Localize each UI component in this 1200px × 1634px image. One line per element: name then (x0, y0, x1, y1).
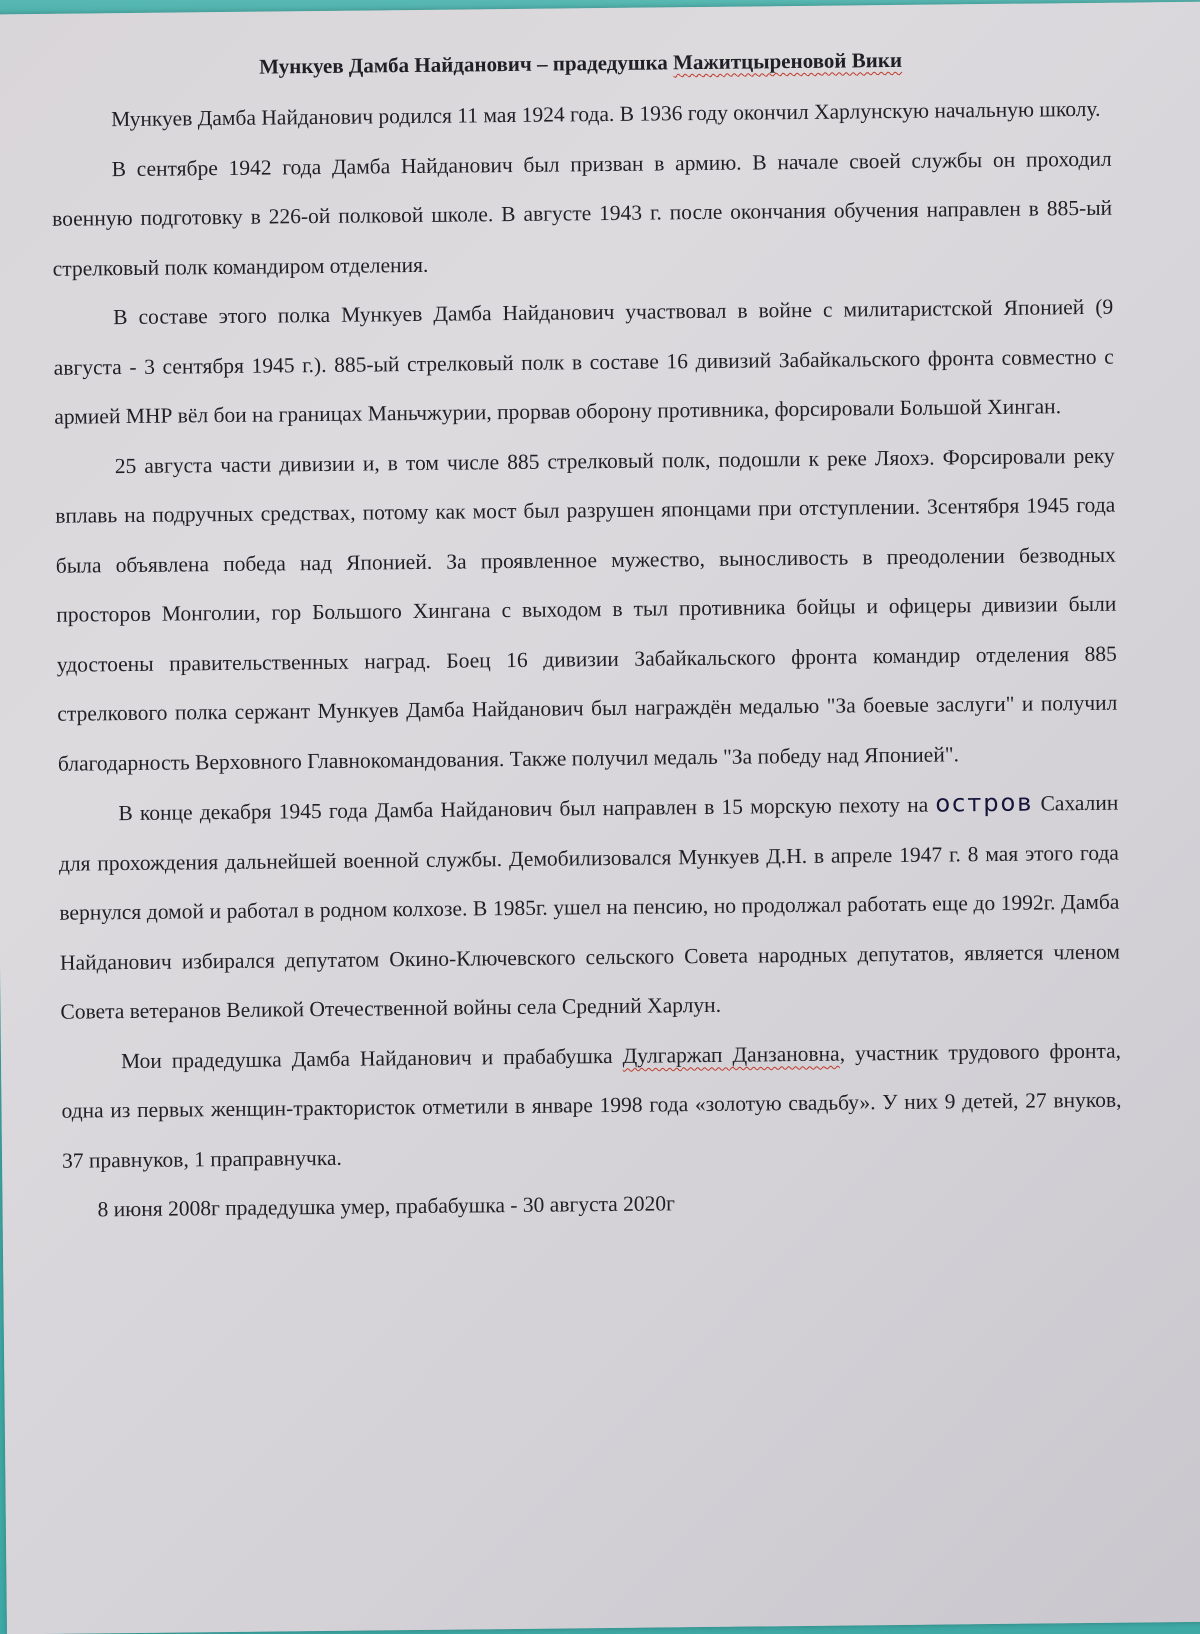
title-underlined-name: Мажитцыреновой Вики (672, 47, 903, 75)
paper-sheet (0, 2, 1200, 1634)
document-title (50, 43, 1110, 84)
document-body (50, 43, 1122, 1236)
p5-text-before: В конце декабря 1945 года Дамба Найданович был направлен в 15 морскую пехоту на (118, 792, 936, 826)
paragraph-birth: Мункуев Дамба Найданович родился 11 мая 1924 года. В 1936 году окончил Харлунскую начальную школу. (111, 96, 1101, 132)
paragraph-sakhalin-career (58, 778, 1121, 1038)
handwritten-word: остров (935, 788, 1034, 818)
paragraph-golden-wedding (61, 1026, 1122, 1186)
p5-text-after: Сахалин для прохождения дальнейшей военной службы. Демобилизовался Мункуев Д.Н. в апреле 1947 г. 8 мая этого года вернулся домой и работал в родном колхозе. В 1985г. ушел на пенсию, но продолжал работать еще до 1992г. Дамба Найданович избирался депутатом Окино-Ключевского сельского Совета народных депутатов, является членом Совета ветеранов Великой Отечественной войны села Средний Харлун. (58, 790, 1121, 1024)
paragraph-war-japan: В составе этого полка Мункуев Дамба Найданович участвовал в войне с милитаристской Японией (9 августа - 3 сентября 1945 г.). 885-ый стрелковый полк в составе 16 дивизий Забайкальского фронта совместно с армией МНР вёл бои на границах Маньчжурии, прорвав оборону противника, форсировали Большой Хинган. (53, 294, 1114, 429)
paragraph-liaohe-awards: 25 августа части дивизии и, в том числе 885 стрелковый полк, подошли к реке Ляохэ. Форсировали реку вплавь на подручных средствах, потому как мост был разрушен японцами при отступлении. 3сентября 1945 года была объявлена победа над Японией. За проявленное мужество, выносливость в преодолении безводных просторов Монголии, гор Большого Хингана с выходом в тыл противника бойцы и офицеры дивизии были удостоены правительственных наград. Боец 16 дивизии Забайкальского фронта командир отделения 885 стрелкового полка сержант Мункуев Дамба Найданович был награждён медалью "За боевые заслуги" и получил благодарность Верховного Главнокомандования. Также получил медаль "За победу над Японией". (55, 443, 1118, 776)
title-main: Мункуев Дамба Найданович – прадедушка (259, 50, 674, 79)
paragraph-conscription: В сентябре 1942 года Дамба Найданович был призван в армию. В начале своей службы он проходил военную подготовку в 226-ой полковой школе. В августе 1943 г. после окончания обучения направлен в 885-ый стрелковый полк командиром отделения. (52, 146, 1113, 281)
p6-text-before: Мои прадедушка Дамба Найданович и прабабушка (120, 1043, 623, 1073)
paragraph-closing: 8 июня 2008г прадедушка умер, прабабушка - 30 августа 2020г (97, 1191, 676, 1222)
p6-underlined-name: Дулгаржап Данзановна (622, 1041, 840, 1068)
p6-text-after: , участник трудового фронта, одна из первых женщин-трактористок отметили в январе 1998 года «золотую свадьбу». У них 9 детей, 27 внуков, 37 правнуков, 1 праправнучка. (61, 1038, 1122, 1173)
